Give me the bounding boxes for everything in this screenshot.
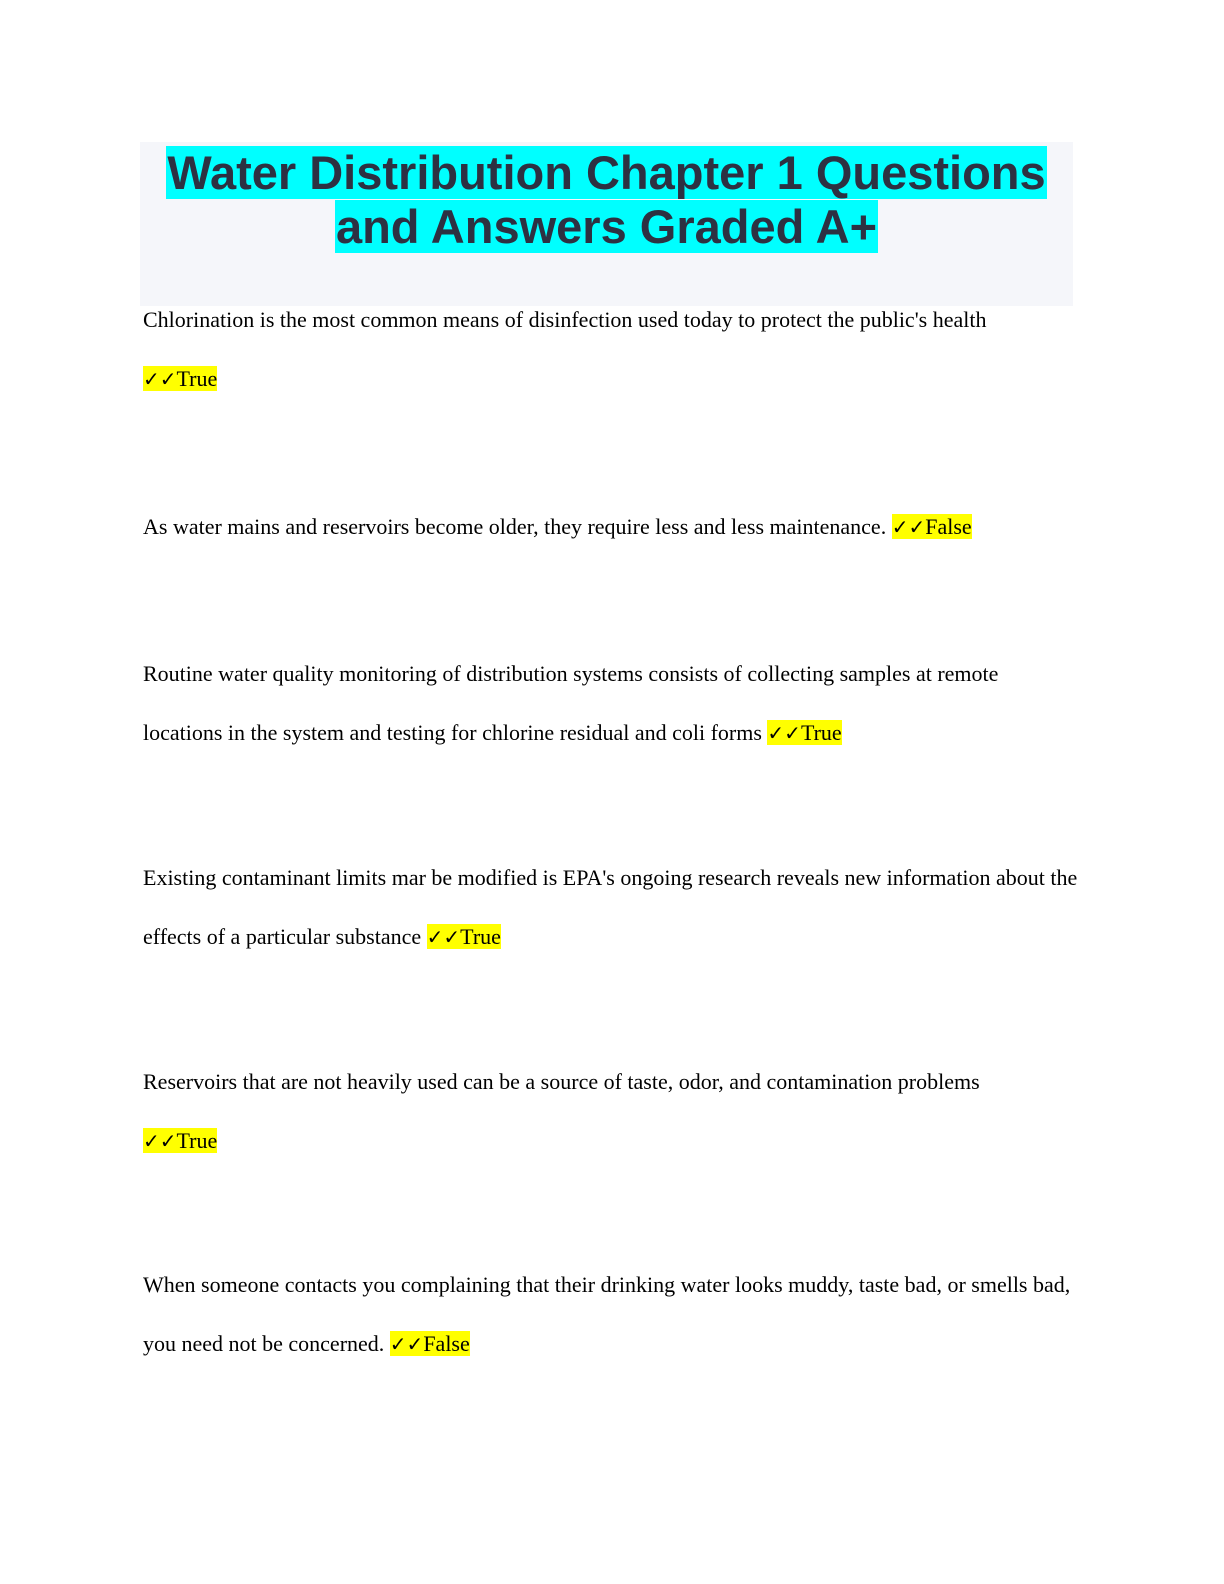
answer-badge: [143, 366, 217, 391]
question-text: Reservoirs that are not heavily used can be a source of taste, odor, and contamination problems: [143, 1069, 980, 1094]
check-icon: ✓✓: [143, 1128, 177, 1153]
document-title: [140, 142, 1073, 254]
check-icon: ✓✓: [389, 1331, 424, 1356]
check-icon: ✓✓: [426, 924, 461, 949]
answer-badge: [892, 514, 972, 539]
qa-item-6: [143, 1256, 1083, 1373]
qa-item-3: [143, 645, 1083, 762]
question-text: Existing contaminant limits mar be modified is EPA's ongoing research reveals new information about the effects of a particular substance: [143, 865, 1078, 949]
answer-badge: [390, 1331, 470, 1356]
question-text: Chlorination is the most common means of disinfection used today to protect the public's health: [143, 307, 987, 332]
qa-item-2: [143, 498, 1083, 557]
answer-badge: [427, 924, 501, 949]
check-icon: ✓✓: [891, 515, 926, 539]
qa-item-4: [143, 849, 1083, 966]
answer-text: True: [176, 365, 218, 391]
check-icon: ✓✓: [143, 366, 177, 391]
answer-text: True: [800, 719, 842, 745]
title-line-2: and Answers Graded A+: [335, 200, 878, 253]
answer-badge: [143, 1128, 217, 1153]
question-text: When someone contacts you complaining that their drinking water looks muddy, taste bad, or smells bad, you need not be concerned.: [143, 1272, 1071, 1356]
answer-text: True: [176, 1127, 218, 1153]
question-text: Routine water quality monitoring of distribution systems consists of collecting samples at remote locations in the system and testing for chlorine residual and coli forms: [143, 661, 999, 745]
answer-text: False: [423, 1330, 470, 1356]
answer-badge: [767, 720, 841, 745]
answer-text: False: [925, 514, 972, 539]
check-icon: ✓✓: [767, 720, 801, 745]
question-text: As water mains and reservoirs become older, they require less and less maintenance.: [143, 514, 887, 539]
qa-item-5: [143, 1053, 1083, 1170]
qa-item-1: [143, 291, 1083, 408]
title-block: [140, 142, 1073, 306]
answer-text: True: [460, 923, 501, 949]
title-line-1: Water Distribution Chapter 1 Questions: [167, 146, 1046, 199]
